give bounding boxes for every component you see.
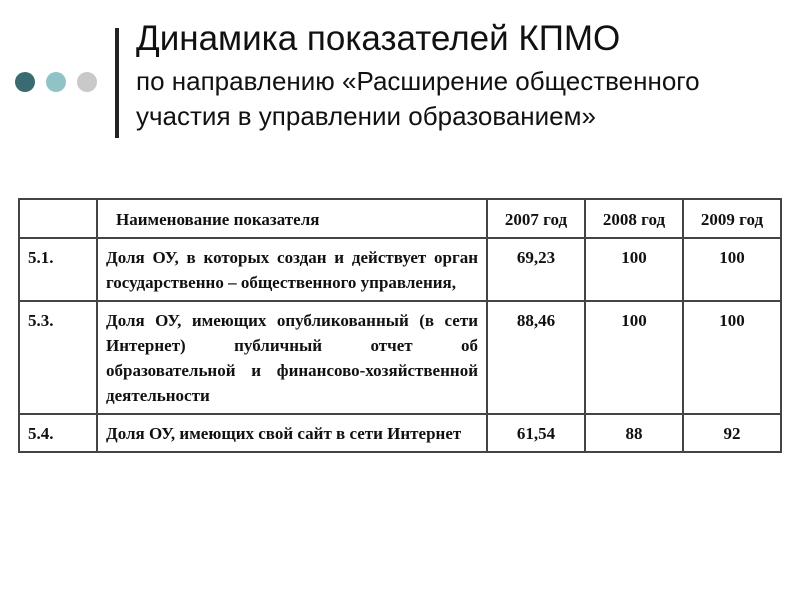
dot-dark-teal (15, 72, 35, 92)
row-code: 5.4. (19, 414, 97, 452)
table-row (19, 301, 781, 414)
row-value-2009: 100 (683, 238, 781, 301)
row-code: 5.3. (19, 301, 97, 414)
table-row (19, 414, 781, 452)
header-2008: 2008 год (585, 199, 683, 238)
header-indicator-name: Наименование показателя (97, 199, 487, 238)
title-divider-bar (115, 28, 119, 138)
row-value-2008: 88 (585, 414, 683, 452)
row-value-2008: 100 (585, 238, 683, 301)
row-value-2007: 69,23 (487, 238, 585, 301)
row-indicator-name: Доля ОУ, в которых создан и действует орган государственно – общественного управления, (97, 238, 487, 301)
row-indicator-name: Доля ОУ, имеющих опубликованный (в сети Интернет) публичный отчет об образовательной и финансово-хозяйственной деятельности (97, 301, 487, 414)
slide-subtitle: по направлению «Расширение общественного участия в управлении образованием» (136, 66, 700, 131)
slide-title: Динамика показателей КПМО (136, 19, 621, 58)
row-value-2007: 61,54 (487, 414, 585, 452)
table-row (19, 238, 781, 301)
header-2007: 2007 год (487, 199, 585, 238)
indicators-table (18, 198, 782, 453)
dot-light-teal (46, 72, 66, 92)
row-value-2009: 92 (683, 414, 781, 452)
row-code: 5.1. (19, 238, 97, 301)
row-indicator-name: Доля ОУ, имеющих свой сайт в сети Интернет (97, 414, 487, 452)
row-value-2009: 100 (683, 301, 781, 414)
table-header-row (19, 199, 781, 238)
header-2009: 2009 год (683, 199, 781, 238)
row-value-2008: 100 (585, 301, 683, 414)
dot-gray (77, 72, 97, 92)
decorative-dots (15, 72, 97, 92)
row-value-2007: 88,46 (487, 301, 585, 414)
header-code (19, 199, 97, 238)
